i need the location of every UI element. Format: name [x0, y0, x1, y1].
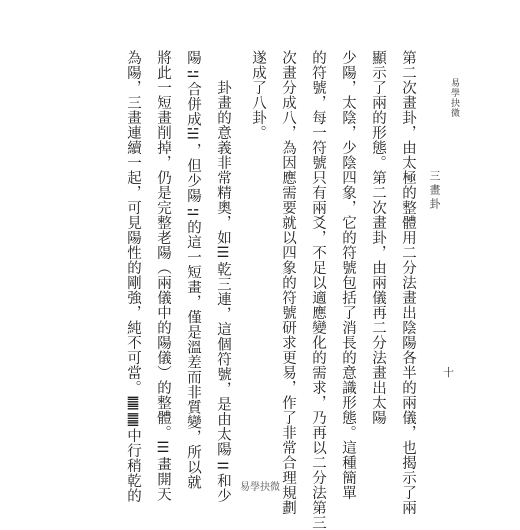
text-column-2: 顯示了兩的形態。第二次畫卦，由兩儀再二分法畫出太陽	[370, 50, 386, 425]
text-column-3: 少陽，太陰，少陰四象，它的符號包括了消長的意識形態。這種簡單	[340, 50, 356, 500]
page-footer: 易學抉微	[240, 482, 280, 493]
text-column-10: 為陽，三畫連續一起，可見陽性的剛強，純不可當。䷀䷀中行稍乾的	[125, 50, 141, 503]
page-number: 十	[443, 366, 454, 379]
text-column-9: 將此一短畫削掉，仍是完整老陽（兩儀中的陽儀）的整體。☰畫開天	[155, 50, 171, 502]
text-column-5: 次畫分成八，為因應需要就以四象的符號研求更易，作了非常合理規劃	[280, 50, 296, 515]
text-column-8: 陽⚍合併成☱，但少陽⚍的這一短畫，僅是溫差而非質變，所以就	[185, 50, 201, 490]
section-title: 三畫卦	[428, 170, 441, 212]
text-column-6: 遂成了八卦。	[250, 50, 266, 140]
text-column-1: 第二次畫卦，由太極的整體用二分法畫出陰陽各半的兩儀，也揭示了兩	[400, 50, 416, 515]
text-column-7: 卦畫的意義非常精奧，如☰乾三連，這個符號，是由太陽⚌和少	[215, 80, 231, 503]
running-head: 易學抉微	[449, 78, 459, 118]
text-column-4: 的符號，每一符號只有兩爻，不足以適應變化的需求，乃再以二分法第三	[310, 50, 326, 530]
